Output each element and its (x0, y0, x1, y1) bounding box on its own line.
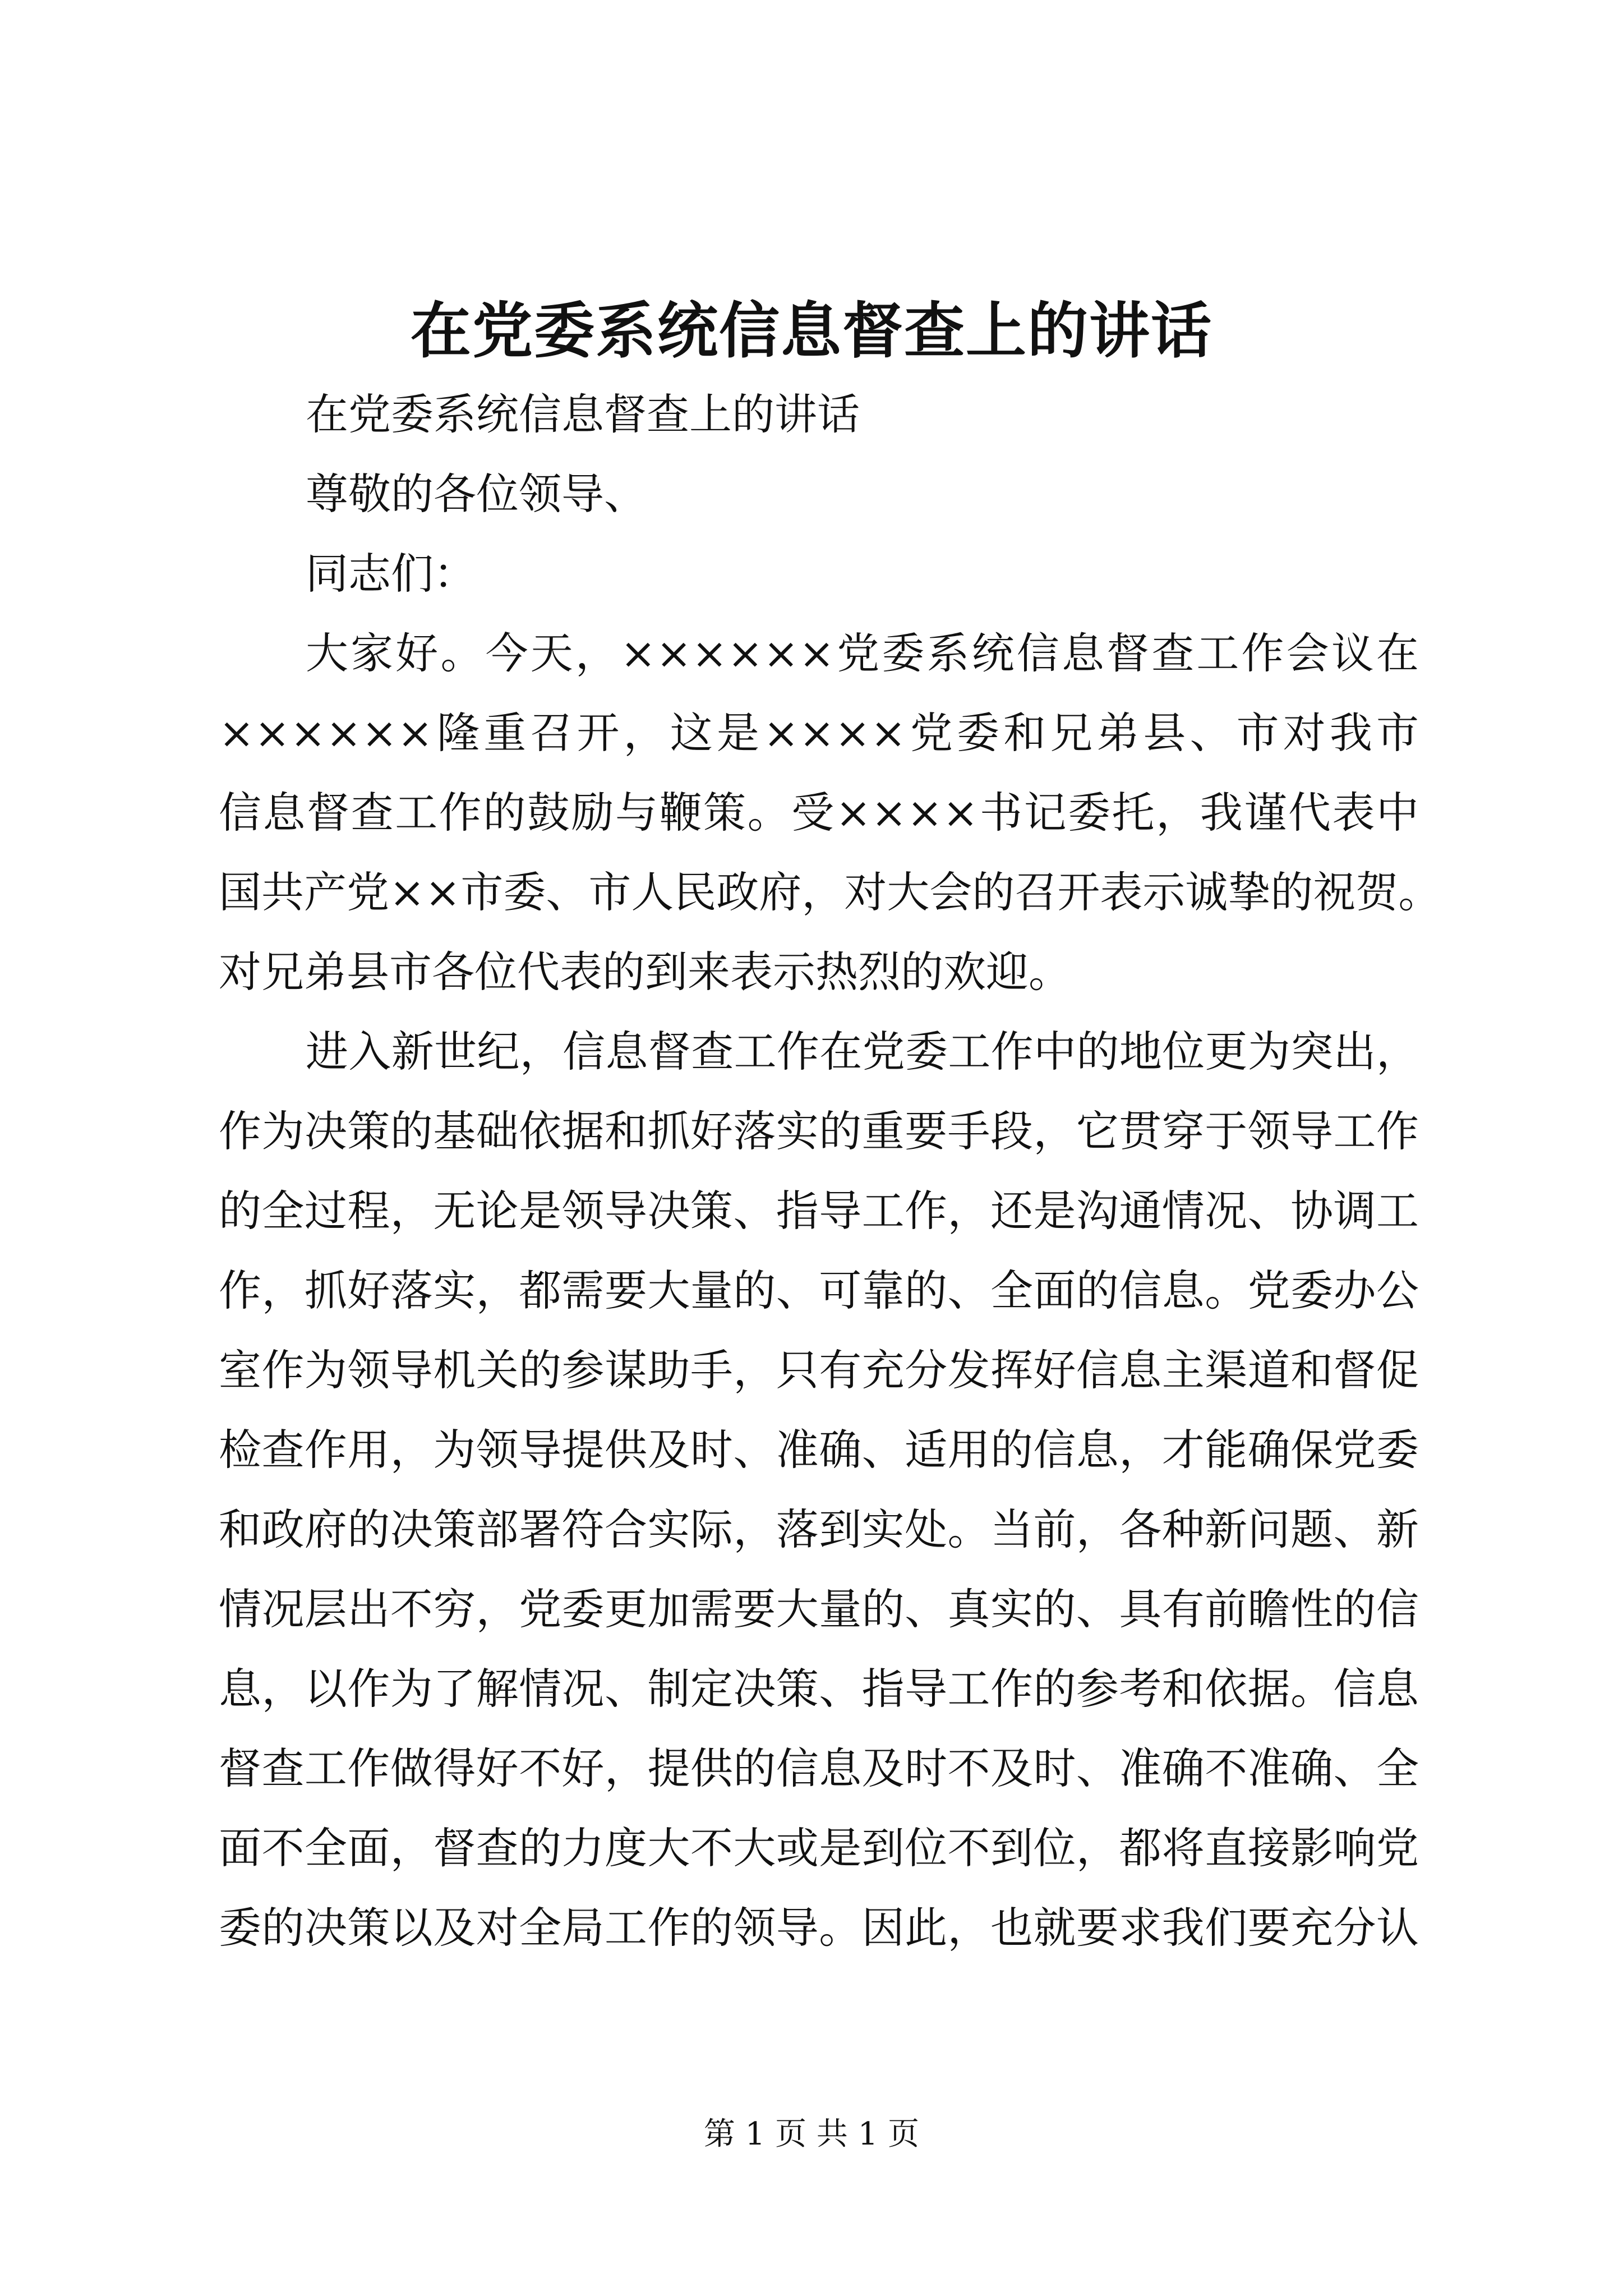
paragraph-line: 的全过程，无论是领导决策、指导工作，还是沟通情况、协调工 (219, 1186, 1419, 1236)
paragraph-line: 作，抓好落实，都需要大量的、可靠的、全面的信息。党委办公 (219, 1266, 1419, 1315)
paragraph-line: 大家好。今天，××××××党委系统信息督查工作会议在 (306, 628, 1419, 678)
paragraph-line: 和政府的决策部署符合实际，落到实处。当前，各种新问题、新 (219, 1504, 1419, 1554)
paragraph-line: 进入新世纪，信息督查工作在党委工作中的地位更为突出， (306, 1027, 1419, 1076)
paragraph-line: 委的决策以及对全局工作的领导。因此，也就要求我们要充分认 (219, 1903, 1419, 1953)
subtitle-line: 在党委系统信息督查上的讲话 (306, 389, 860, 439)
salutation-line: 尊敬的各位领导、 (306, 469, 647, 519)
paragraph-line: 信息督查工作的鼓励与鞭策。受××××书记委托，我谨代表中 (219, 788, 1419, 838)
paragraph-line: 息，以作为了解情况、制定决策、指导工作的参考和依据。信息 (219, 1664, 1419, 1714)
paragraph-line: 检查作用，为领导提供及时、准确、适用的信息，才能确保党委 (219, 1425, 1419, 1475)
paragraph-line: 作为决策的基础依据和抓好落实的重要手段，它贯穿于领导工作 (219, 1106, 1419, 1156)
paragraph-line: 督查工作做得好不好，提供的信息及时不及时、准确不准确、全 (219, 1743, 1419, 1793)
paragraph-line: ××××××隆重召开，这是××××党委和兄弟县、市对我市 (219, 708, 1419, 758)
paragraph-line: 面不全面，督查的力度大不大或是到位不到位，都将直接影响党 (219, 1823, 1419, 1873)
paragraph-line: 室作为领导机关的参谋助手，只有充分发挥好信息主渠道和督促 (219, 1345, 1419, 1395)
salutation-line: 同志们： (306, 549, 476, 599)
paragraph-line: 对兄弟县市各位代表的到来表示热烈的欢迎。 (219, 947, 1071, 997)
paragraph-line: 情况层出不穷，党委更加需要大量的、真实的、具有前瞻性的信 (219, 1584, 1419, 1634)
document-body (219, 375, 1441, 1968)
paragraph-line: 国共产党××市委、市人民政府，对大会的召开表示诚挚的祝贺。 (219, 867, 1441, 917)
page-footer: 第 1 页 共 1 页 (703, 2116, 920, 2152)
document-title: 在党委系统信息督查上的讲话 (410, 296, 1212, 366)
